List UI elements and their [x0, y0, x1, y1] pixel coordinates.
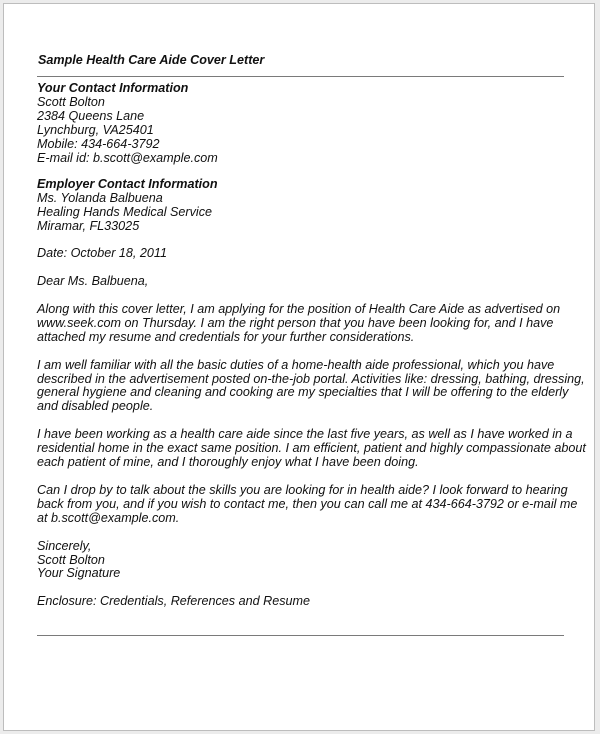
paragraph-line: I have been working as a health care aide since the last five years, as well as I have worked in a	[37, 427, 573, 442]
paragraph-line: www.seek.com on Thursday. I am the right person that you have been looking for, and I have	[37, 315, 554, 330]
body-paragraph-2	[37, 357, 585, 415]
paragraph-line: Can I drop by to talk about the skills you are looking for in health aide? I look forward to hearing	[37, 482, 568, 497]
sender-street: 2384 Queens Lane	[37, 108, 145, 123]
paragraph-line: described in the advertisement posted on-the-job portal. Activities like: dressing, bathing, dressing,	[37, 371, 585, 386]
letter-content	[37, 53, 586, 609]
letter-page	[3, 3, 595, 731]
paragraph-line: back from you, and if you wish to contact me, then you can call me at 434-664-3792 or e-mail me	[37, 496, 578, 511]
sender-address	[37, 96, 567, 166]
closing-name: Scott Bolton	[37, 552, 105, 567]
paragraph-line: general hygiene and cleaning and cooking are my specialties that I will be offering to the elderly	[37, 385, 569, 400]
closing-valediction: Sincerely,	[37, 538, 92, 553]
body-paragraph-1	[37, 303, 567, 345]
body-paragraph-4	[37, 482, 578, 526]
sender-name: Scott Bolton	[37, 94, 105, 109]
sender-heading: Your Contact Information	[37, 81, 189, 95]
document-title: Sample Health Care Aide Cover Letter	[38, 53, 265, 67]
paragraph-line: attached my resume and credentials for your further considerations.	[37, 329, 415, 344]
paragraph-line: Along with this cover letter, I am applying for the position of Health Care Aide as advertised on	[37, 301, 561, 316]
body-paragraph-3	[37, 427, 586, 470]
enclosure-line: Enclosure: Credentials, References and Resume	[37, 594, 311, 609]
sender-city: Lynchburg, VA25401	[37, 122, 154, 137]
sender-mobile: Mobile: 434-664-3792	[37, 136, 160, 151]
paragraph-line: each patient of mine, and I thoroughly enjoy what I have been doing.	[37, 455, 419, 470]
paragraph-line: at b.scott@example.com.	[37, 510, 180, 525]
paragraph-line: and disabled people.	[37, 399, 154, 414]
salutation: Dear Ms. Balbuena,	[37, 273, 149, 288]
employer-company: Healing Hands Medical Service	[37, 205, 212, 220]
bottom-divider	[37, 635, 564, 636]
letter-date: Date: October 18, 2011	[37, 246, 167, 261]
employer-city: Miramar, FL33025	[37, 219, 140, 234]
employer-address	[37, 192, 567, 234]
paragraph-line: I am well familiar with all the basic duties of a home-health aide professional, which you have	[37, 357, 555, 372]
paragraph-line: residential home in the exact same position. I am efficient, patient and highly compassionate about	[37, 441, 586, 456]
employer-name: Ms. Yolanda Balbuena	[37, 191, 163, 206]
sender-email: E-mail id: b.scott@example.com	[37, 150, 218, 165]
closing-block	[37, 540, 567, 582]
employer-heading: Employer Contact Information	[37, 177, 218, 192]
closing-signature: Your Signature	[37, 566, 121, 581]
